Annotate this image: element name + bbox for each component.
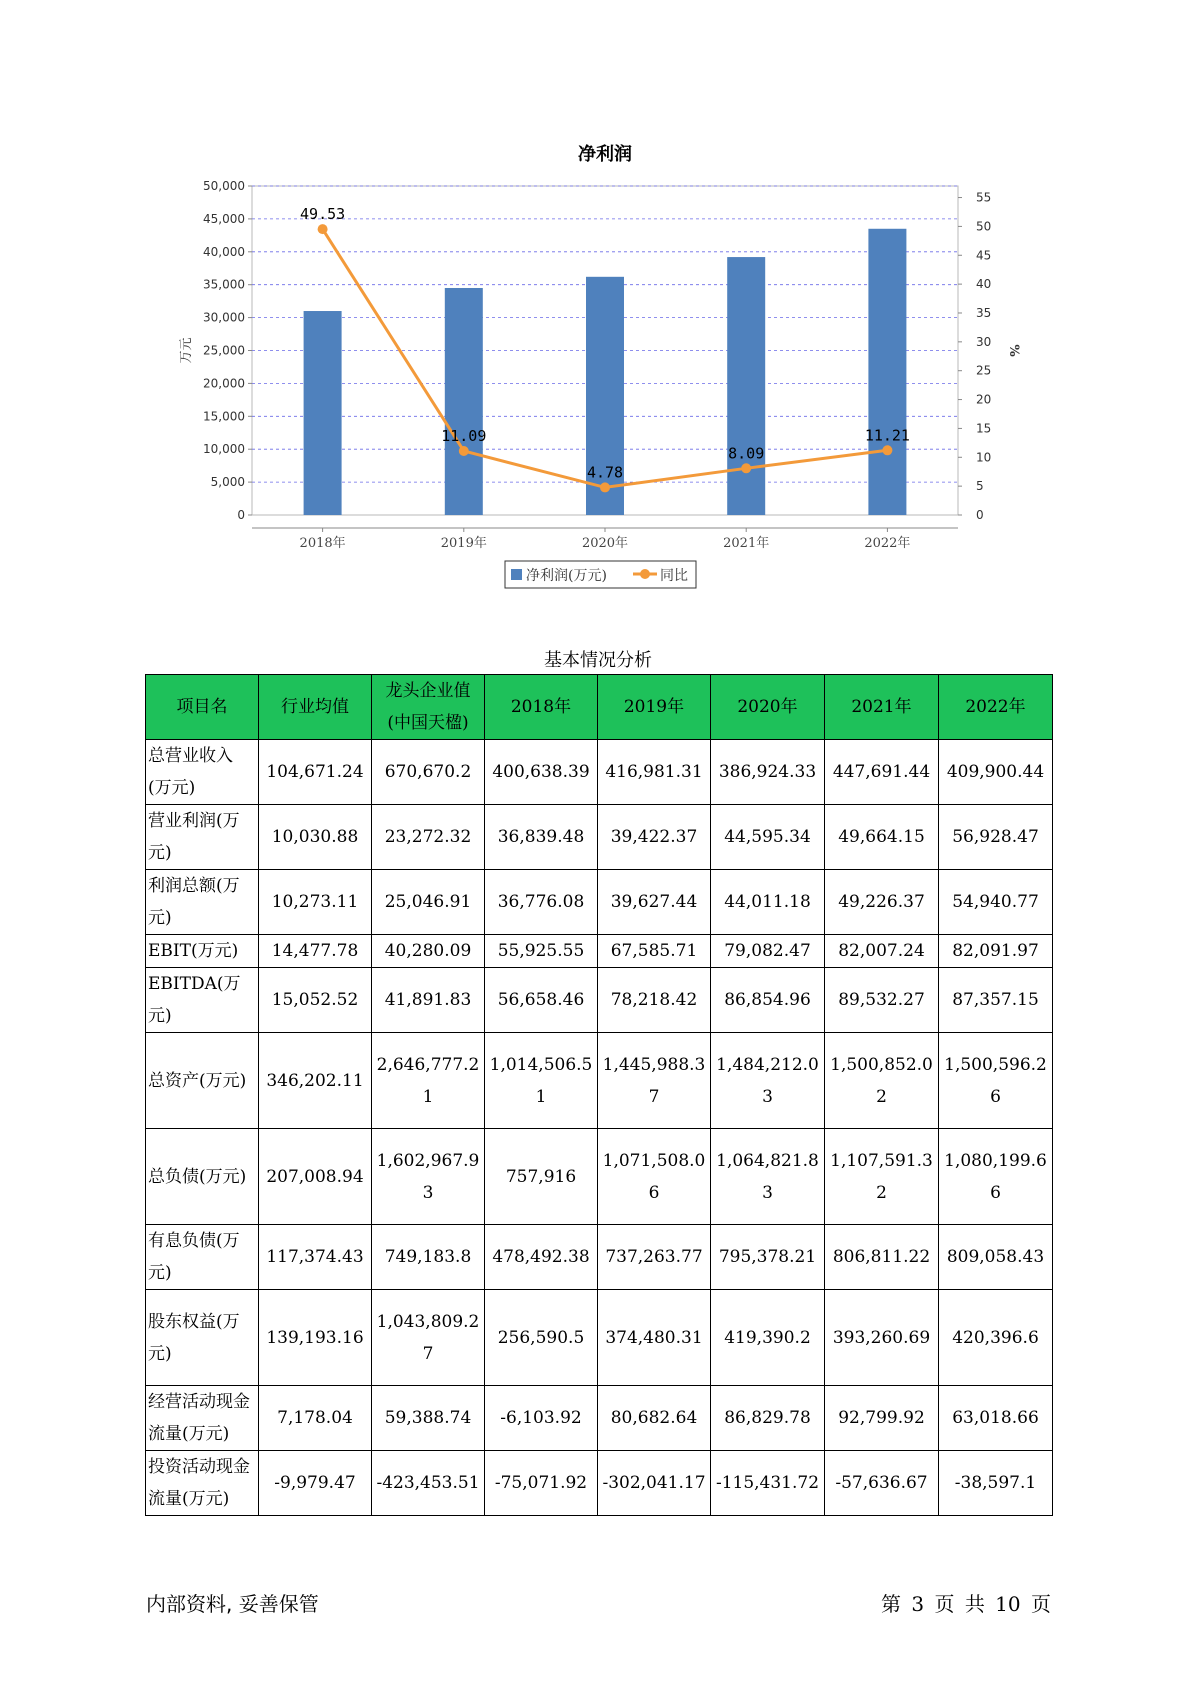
- value-cell: 670,670.2: [372, 740, 485, 805]
- y2-tick-label: 50: [976, 219, 992, 234]
- yoy-point: [882, 445, 892, 455]
- table-row: [146, 1451, 1053, 1516]
- value-cell: 25,046.91: [372, 870, 485, 935]
- y-axis-label: 万元: [179, 337, 194, 364]
- row-label-cell: 投资活动现金流量(万元): [146, 1451, 259, 1516]
- yoy-point: [741, 463, 751, 473]
- row-label-cell: 利润总额(万元): [146, 870, 259, 935]
- y-tick-label: 50,000: [203, 179, 245, 193]
- value-cell: 1,043,809.27: [372, 1290, 485, 1386]
- value-cell: 1,064,821.83: [711, 1129, 825, 1225]
- yoy-data-label: 11.09: [441, 426, 487, 445]
- table-header-row: [146, 675, 1053, 740]
- value-cell: 393,260.69: [825, 1290, 939, 1386]
- table-body: [146, 740, 1053, 1516]
- row-label-cell: 总负债(万元): [146, 1129, 259, 1225]
- value-cell: 1,014,506.51: [485, 1033, 598, 1129]
- y2-tick-label: 30: [976, 334, 992, 349]
- value-cell: 1,500,596.26: [939, 1033, 1053, 1129]
- value-cell: 419,390.2: [711, 1290, 825, 1386]
- value-cell: 86,854.96: [711, 968, 825, 1033]
- x-tick-label: 2020年: [581, 536, 629, 551]
- y2-tick-label: 25: [976, 363, 992, 378]
- value-cell: 79,082.47: [711, 935, 825, 968]
- net-profit-bar: [304, 311, 342, 515]
- value-cell: 10,030.88: [259, 805, 372, 870]
- y-tick-label: 20,000: [203, 376, 245, 391]
- value-cell: 409,900.44: [939, 740, 1053, 805]
- y2-tick-label: 10: [976, 450, 992, 465]
- y-tick-label: 10,000: [203, 442, 245, 457]
- header-cell: 龙头企业值(中国天楹): [372, 675, 485, 740]
- row-label-cell: 股东权益(万元): [146, 1290, 259, 1386]
- y2-tick-label: 55: [976, 190, 992, 205]
- chart-title: 净利润: [578, 144, 632, 165]
- y-tick-label: 15,000: [203, 409, 245, 424]
- value-cell: 1,484,212.03: [711, 1033, 825, 1129]
- value-cell: 67,585.71: [598, 935, 711, 968]
- footer-confidential-note: 内部资料, 妥善保管: [146, 1592, 319, 1616]
- yoy-point: [318, 224, 328, 234]
- value-cell: 23,272.32: [372, 805, 485, 870]
- footer-page-number: 第 3 页 共 10 页: [881, 1592, 1051, 1616]
- value-cell: 207,008.94: [259, 1129, 372, 1225]
- legend-bar-swatch: [511, 569, 522, 580]
- value-cell: 1,071,508.06: [598, 1129, 711, 1225]
- value-cell: 89,532.27: [825, 968, 939, 1033]
- value-cell: 92,799.92: [825, 1386, 939, 1451]
- net-profit-bar: [868, 229, 906, 515]
- y2-tick-label: 0: [976, 508, 984, 522]
- table-row: [146, 1129, 1053, 1225]
- y2-tick-label: 45: [976, 248, 992, 263]
- net-profit-bar: [445, 288, 483, 515]
- table-row: [146, 935, 1053, 968]
- chart-svg: [0, 0, 1191, 600]
- value-cell: 447,691.44: [825, 740, 939, 805]
- y2-tick-label: 5: [976, 479, 984, 494]
- value-cell: 39,422.37: [598, 805, 711, 870]
- value-cell: 49,664.15: [825, 805, 939, 870]
- value-cell: -57,636.67: [825, 1451, 939, 1516]
- value-cell: 478,492.38: [485, 1225, 598, 1290]
- y-tick-label: 40,000: [203, 244, 245, 259]
- y-tick-label: 35,000: [203, 277, 245, 292]
- header-cell: 2022年: [939, 675, 1053, 740]
- value-cell: 10,273.11: [259, 870, 372, 935]
- table-row: [146, 968, 1053, 1033]
- row-label-cell: 总资产(万元): [146, 1033, 259, 1129]
- value-cell: 41,891.83: [372, 968, 485, 1033]
- y-tick-label: 30,000: [203, 310, 245, 325]
- value-cell: 59,388.74: [372, 1386, 485, 1451]
- value-cell: 386,924.33: [711, 740, 825, 805]
- table-row: [146, 1225, 1053, 1290]
- row-label-cell: EBIT(万元): [146, 935, 259, 968]
- y-tick-label: 45,000: [203, 211, 245, 226]
- legend-line-marker: [640, 569, 650, 579]
- value-cell: 104,671.24: [259, 740, 372, 805]
- header-cell: 2021年: [825, 675, 939, 740]
- row-label-cell: EBITDA(万元): [146, 968, 259, 1033]
- value-cell: -115,431.72: [711, 1451, 825, 1516]
- value-cell: 737,263.77: [598, 1225, 711, 1290]
- x-tick-label: 2019年: [440, 536, 487, 551]
- value-cell: -75,071.92: [485, 1451, 598, 1516]
- value-cell: 795,378.21: [711, 1225, 825, 1290]
- table-caption: 基本情况分析: [544, 650, 652, 671]
- value-cell: 1,445,988.37: [598, 1033, 711, 1129]
- value-cell: 806,811.22: [825, 1225, 939, 1290]
- value-cell: 2,646,777.21: [372, 1033, 485, 1129]
- table-row: [146, 870, 1053, 935]
- y2-tick-label: 20: [976, 392, 992, 407]
- value-cell: 1,080,199.66: [939, 1129, 1053, 1225]
- value-cell: -9,979.47: [259, 1451, 372, 1516]
- header-cell: 2020年: [711, 675, 825, 740]
- value-cell: 55,925.55: [485, 935, 598, 968]
- value-cell: 44,595.34: [711, 805, 825, 870]
- value-cell: 36,776.08: [485, 870, 598, 935]
- value-cell: -423,453.51: [372, 1451, 485, 1516]
- y2-tick-label: 40: [976, 277, 992, 292]
- net-profit-bar: [727, 257, 765, 515]
- value-cell: 36,839.48: [485, 805, 598, 870]
- value-cell: 86,829.78: [711, 1386, 825, 1451]
- value-cell: 54,940.77: [939, 870, 1053, 935]
- value-cell: 82,091.97: [939, 935, 1053, 968]
- value-cell: 78,218.42: [598, 968, 711, 1033]
- value-cell: 40,280.09: [372, 935, 485, 968]
- value-cell: 80,682.64: [598, 1386, 711, 1451]
- value-cell: 374,480.31: [598, 1290, 711, 1386]
- value-cell: 56,928.47: [939, 805, 1053, 870]
- value-cell: -38,597.1: [939, 1451, 1053, 1516]
- net-profit-chart: [0, 0, 1191, 600]
- yoy-data-label: 11.21: [864, 426, 910, 445]
- legend-bar-label: 净利润(万元): [526, 568, 607, 584]
- value-cell: 749,183.8: [372, 1225, 485, 1290]
- y2-axis-label: %: [1006, 344, 1021, 357]
- header-cell: 2018年: [485, 675, 598, 740]
- value-cell: 139,193.16: [259, 1290, 372, 1386]
- value-cell: -302,041.17: [598, 1451, 711, 1516]
- value-cell: 420,396.6: [939, 1290, 1053, 1386]
- y-tick-label: 25,000: [203, 343, 245, 358]
- table-row: [146, 805, 1053, 870]
- value-cell: 1,107,591.32: [825, 1129, 939, 1225]
- x-tick-label: 2021年: [723, 536, 770, 551]
- x-tick-label: 2022年: [864, 536, 911, 551]
- value-cell: 400,638.39: [485, 740, 598, 805]
- value-cell: 757,916: [485, 1129, 598, 1225]
- y2-tick-label: 15: [976, 421, 992, 436]
- value-cell: 1,602,967.93: [372, 1129, 485, 1225]
- value-cell: 7,178.04: [259, 1386, 372, 1451]
- value-cell: -6,103.92: [485, 1386, 598, 1451]
- legend-line-label: 同比: [660, 568, 688, 584]
- value-cell: 416,981.31: [598, 740, 711, 805]
- table-row: [146, 740, 1053, 805]
- x-tick-label: 2018年: [299, 536, 346, 551]
- yoy-point: [459, 446, 469, 456]
- yoy-point: [600, 482, 610, 492]
- row-label-cell: 营业利润(万元): [146, 805, 259, 870]
- row-label-cell: 经营活动现金流量(万元): [146, 1386, 259, 1451]
- value-cell: 15,052.52: [259, 968, 372, 1033]
- value-cell: 346,202.11: [259, 1033, 372, 1129]
- value-cell: 56,658.46: [485, 968, 598, 1033]
- header-cell: 2019年: [598, 675, 711, 740]
- value-cell: 87,357.15: [939, 968, 1053, 1033]
- value-cell: 44,011.18: [711, 870, 825, 935]
- y2-tick-label: 35: [976, 305, 992, 320]
- value-cell: 809,058.43: [939, 1225, 1053, 1290]
- table-row: [146, 1386, 1053, 1451]
- row-label-cell: 有息负债(万元): [146, 1225, 259, 1290]
- value-cell: 63,018.66: [939, 1386, 1053, 1451]
- row-label-cell: 总营业收入(万元): [146, 740, 259, 805]
- value-cell: 49,226.37: [825, 870, 939, 935]
- header-cell: 行业均值: [259, 675, 372, 740]
- value-cell: 1,500,852.02: [825, 1033, 939, 1129]
- value-cell: 14,477.78: [259, 935, 372, 968]
- value-cell: 256,590.5: [485, 1290, 598, 1386]
- value-cell: 117,374.43: [259, 1225, 372, 1290]
- value-cell: 39,627.44: [598, 870, 711, 935]
- header-cell: 项目名: [146, 675, 259, 740]
- yoy-data-label: 49.53: [300, 205, 346, 224]
- yoy-data-label: 8.09: [728, 444, 765, 463]
- value-cell: 82,007.24: [825, 935, 939, 968]
- y-tick-label: 5,000: [210, 475, 245, 490]
- basic-analysis-table: [145, 674, 1053, 1516]
- yoy-data-label: 4.78: [586, 463, 624, 482]
- y-tick-label: 0: [237, 508, 245, 522]
- table-row: [146, 1290, 1053, 1386]
- table-row: [146, 1033, 1053, 1129]
